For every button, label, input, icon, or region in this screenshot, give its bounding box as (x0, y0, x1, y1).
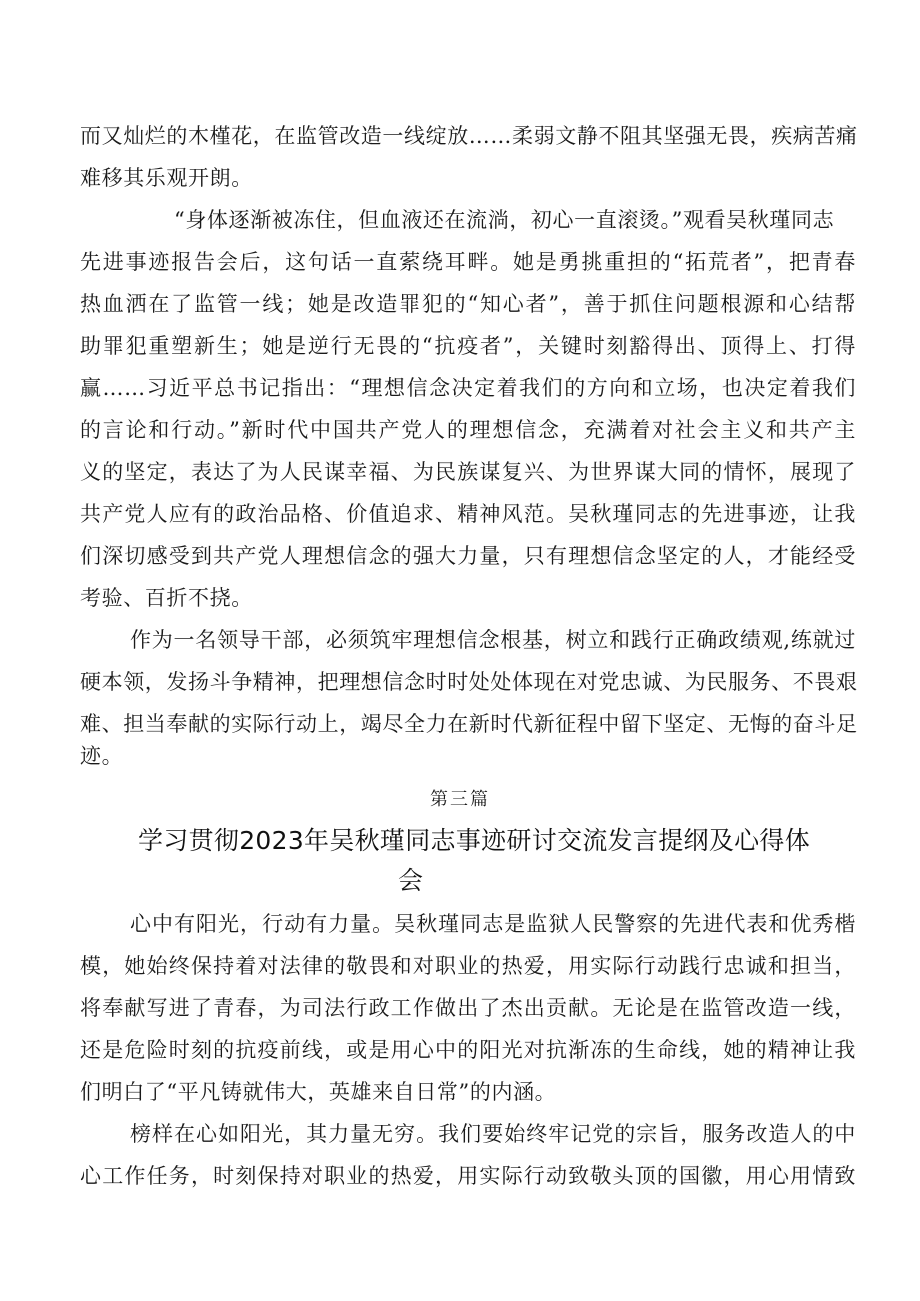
paragraph-2-line: 考验、百折不挠。 (80, 586, 253, 610)
paragraph-5-line: 心工作任务，时刻保持对职业的热爱，用实际行动致敬头顶的国徽，用心用情致 (80, 1164, 856, 1188)
paragraph-4-line: 模，她始终保持着对法律的敬畏和对职业的热爱，用实际行动践行忠诚和担当， (80, 954, 856, 978)
article-title-line: 学习贯彻2023年吴秋瑾同志事迹研讨交流发言提纲及心得体 (138, 826, 811, 855)
paragraph-2-line: “身体逐渐被冻住，但血液还在流淌，初心一直滚烫。”观看吴秋瑾同志 (174, 208, 835, 232)
paragraph-2-line: 先进事迹报告会后，这句话一直萦绕耳畔。她是勇挑重担的“拓荒者”，把青春 (80, 250, 856, 274)
paragraph-4-line: 还是危险时刻的抗疫前线，或是用心中的阳光对抗渐冻的生命线，她的精神让我 (80, 1038, 856, 1062)
paragraph-2-line: 的言论和行动。”新时代中国共产党人的理想信念，充满着对社会主义和共产主 (80, 418, 856, 442)
paragraph-2-line: 热血洒在了监管一线；她是改造罪犯的“知心者”，善于抓住问题根源和心结帮 (80, 292, 856, 316)
paragraph-3-line: 迹。 (80, 744, 124, 768)
paragraph-3-line: 难、担当奉献的实际行动上，竭尽全力在新时代新征程中留下坚定、无悔的奋斗足 (80, 712, 858, 736)
paragraph-3-line: 作为一名领导干部，必须筑牢理想信念根基，树立和践行正确政绩观,练就过 (130, 628, 856, 652)
paragraph-2-line: 共产党人应有的政治品格、价值追求、精神风范。吴秋瑾同志的先进事迹，让我 (80, 502, 856, 526)
paragraph-4-line: 将奉献写进了青春，为司法行政工作做出了杰出贡献。无论是在监管改造一线， (80, 996, 856, 1020)
paragraph-2-line: 们深切感受到共产党人理想信念的强大力量，只有理想信念坚定的人，才能经受 (80, 544, 856, 568)
section-label: 第三篇 (430, 789, 490, 810)
paragraph-1-line: 难移其乐观开朗。 (80, 166, 253, 190)
paragraph-2-line: 义的坚定，表达了为人民谋幸福、为民族谋复兴、为世界谋大同的情怀，展现了 (80, 460, 856, 484)
paragraph-1-line: 而又灿烂的木槿花，在监管改造一线绽放……柔弱文静不阻其坚强无畏，疾病苦痛 (80, 124, 858, 148)
paragraph-2-line: 助罪犯重塑新生；她是逆行无畏的“抗疫者”，关键时刻豁得出、顶得上、打得 (80, 334, 856, 358)
article-title-line: 会 (398, 866, 424, 895)
paragraph-2-line: 赢……习近平总书记指出：“理想信念决定着我们的方向和立场，也决定着我们 (80, 376, 856, 400)
paragraph-4-line: 们明白了“平凡铸就伟大，英雄来自日常”的内涵。 (80, 1080, 557, 1104)
paragraph-3-line: 硬本领，发扬斗争精神，把理想信念时时处处体现在对党忠诚、为民服务、不畏艰 (80, 670, 858, 694)
paragraph-4-line: 心中有阳光，行动有力量。吴秋瑾同志是监狱人民警察的先进代表和优秀楷 (130, 912, 856, 936)
paragraph-5-line: 榜样在心如阳光，其力量无穷。我们要始终牢记党的宗旨，服务改造人的中 (130, 1122, 856, 1146)
